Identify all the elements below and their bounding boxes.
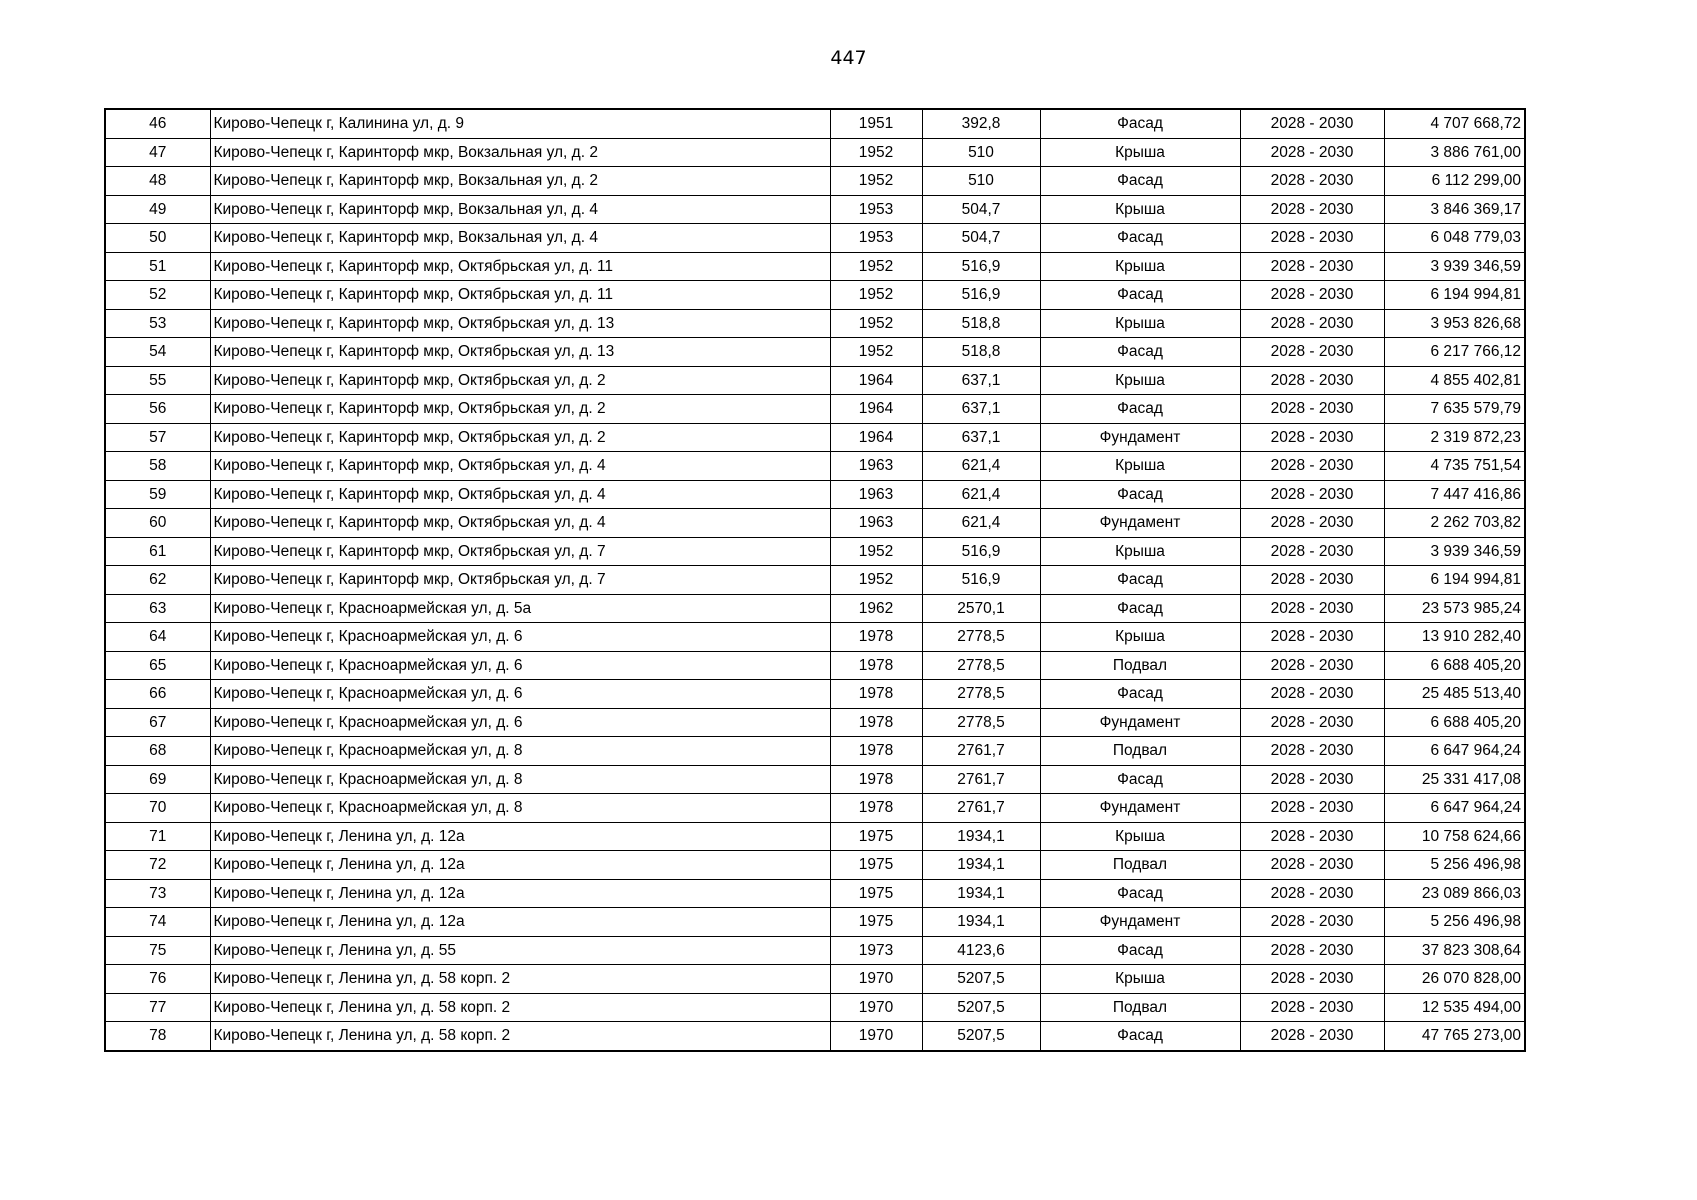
cost-cell: 13 910 282,40 bbox=[1384, 623, 1525, 652]
cost-cell: 5 256 496,98 bbox=[1384, 851, 1525, 880]
build-year-cell: 1963 bbox=[830, 452, 922, 481]
period-cell: 2028 - 2030 bbox=[1240, 338, 1384, 367]
cost-cell: 23 573 985,24 bbox=[1384, 594, 1525, 623]
period-cell: 2028 - 2030 bbox=[1240, 366, 1384, 395]
cost-cell: 6 194 994,81 bbox=[1384, 566, 1525, 595]
table-row bbox=[105, 908, 1525, 937]
build-year-cell: 1952 bbox=[830, 138, 922, 167]
table-row bbox=[105, 822, 1525, 851]
address-cell: Кирово-Чепецк г, Ленина ул, д. 58 корп. 2 bbox=[210, 993, 830, 1022]
row-number-cell: 75 bbox=[105, 936, 210, 965]
period-cell: 2028 - 2030 bbox=[1240, 765, 1384, 794]
address-cell: Кирово-Чепецк г, Каринторф мкр, Октябрьская ул, д. 4 bbox=[210, 509, 830, 538]
cost-cell: 4 707 668,72 bbox=[1384, 109, 1525, 138]
row-number-cell: 65 bbox=[105, 651, 210, 680]
table-row bbox=[105, 167, 1525, 196]
area-cell: 1934,1 bbox=[922, 908, 1040, 937]
address-cell: Кирово-Чепецк г, Ленина ул, д. 12а bbox=[210, 851, 830, 880]
area-cell: 504,7 bbox=[922, 195, 1040, 224]
table-row bbox=[105, 851, 1525, 880]
row-number-cell: 52 bbox=[105, 281, 210, 310]
row-number-cell: 49 bbox=[105, 195, 210, 224]
work-type-cell: Фасад bbox=[1040, 680, 1240, 709]
cost-cell: 23 089 866,03 bbox=[1384, 879, 1525, 908]
build-year-cell: 1978 bbox=[830, 737, 922, 766]
address-cell: Кирово-Чепецк г, Каринторф мкр, Октябрьская ул, д. 2 bbox=[210, 366, 830, 395]
build-year-cell: 1951 bbox=[830, 109, 922, 138]
cost-cell: 6 048 779,03 bbox=[1384, 224, 1525, 253]
build-year-cell: 1962 bbox=[830, 594, 922, 623]
area-cell: 637,1 bbox=[922, 395, 1040, 424]
work-type-cell: Фасад bbox=[1040, 109, 1240, 138]
build-year-cell: 1952 bbox=[830, 309, 922, 338]
table-row bbox=[105, 936, 1525, 965]
area-cell: 2570,1 bbox=[922, 594, 1040, 623]
row-number-cell: 47 bbox=[105, 138, 210, 167]
row-number-cell: 73 bbox=[105, 879, 210, 908]
work-type-cell: Фасад bbox=[1040, 395, 1240, 424]
row-number-cell: 71 bbox=[105, 822, 210, 851]
cost-cell: 3 886 761,00 bbox=[1384, 138, 1525, 167]
work-type-cell: Подвал bbox=[1040, 851, 1240, 880]
work-type-cell: Фундамент bbox=[1040, 908, 1240, 937]
cost-cell: 47 765 273,00 bbox=[1384, 1022, 1525, 1051]
build-year-cell: 1975 bbox=[830, 851, 922, 880]
cost-cell: 37 823 308,64 bbox=[1384, 936, 1525, 965]
cost-cell: 6 688 405,20 bbox=[1384, 651, 1525, 680]
build-year-cell: 1973 bbox=[830, 936, 922, 965]
period-cell: 2028 - 2030 bbox=[1240, 452, 1384, 481]
area-cell: 516,9 bbox=[922, 537, 1040, 566]
table-row bbox=[105, 109, 1525, 138]
period-cell: 2028 - 2030 bbox=[1240, 851, 1384, 880]
address-cell: Кирово-Чепецк г, Ленина ул, д. 58 корп. 2 bbox=[210, 965, 830, 994]
build-year-cell: 1975 bbox=[830, 822, 922, 851]
build-year-cell: 1963 bbox=[830, 509, 922, 538]
table-row bbox=[105, 252, 1525, 281]
address-cell: Кирово-Чепецк г, Каринторф мкр, Октябрьская ул, д. 11 bbox=[210, 281, 830, 310]
work-type-cell: Фасад bbox=[1040, 281, 1240, 310]
build-year-cell: 1978 bbox=[830, 651, 922, 680]
work-type-cell: Фундамент bbox=[1040, 708, 1240, 737]
work-type-cell: Крыша bbox=[1040, 822, 1240, 851]
table-row bbox=[105, 366, 1525, 395]
cost-cell: 7 635 579,79 bbox=[1384, 395, 1525, 424]
area-cell: 637,1 bbox=[922, 423, 1040, 452]
build-year-cell: 1952 bbox=[830, 167, 922, 196]
address-cell: Кирово-Чепецк г, Каринторф мкр, Октябрьская ул, д. 11 bbox=[210, 252, 830, 281]
row-number-cell: 69 bbox=[105, 765, 210, 794]
address-cell: Кирово-Чепецк г, Каринторф мкр, Октябрьская ул, д. 7 bbox=[210, 566, 830, 595]
row-number-cell: 64 bbox=[105, 623, 210, 652]
build-year-cell: 1952 bbox=[830, 252, 922, 281]
area-cell: 2761,7 bbox=[922, 794, 1040, 823]
address-cell: Кирово-Чепецк г, Каринторф мкр, Октябрьская ул, д. 7 bbox=[210, 537, 830, 566]
work-type-cell: Подвал bbox=[1040, 737, 1240, 766]
address-cell: Кирово-Чепецк г, Каринторф мкр, Октябрьская ул, д. 2 bbox=[210, 423, 830, 452]
address-cell: Кирово-Чепецк г, Красноармейская ул, д. 8 bbox=[210, 794, 830, 823]
period-cell: 2028 - 2030 bbox=[1240, 252, 1384, 281]
build-year-cell: 1953 bbox=[830, 224, 922, 253]
work-type-cell: Фасад bbox=[1040, 1022, 1240, 1051]
work-type-cell: Крыша bbox=[1040, 537, 1240, 566]
row-number-cell: 62 bbox=[105, 566, 210, 595]
row-number-cell: 48 bbox=[105, 167, 210, 196]
cost-cell: 6 217 766,12 bbox=[1384, 338, 1525, 367]
work-type-cell: Крыша bbox=[1040, 452, 1240, 481]
period-cell: 2028 - 2030 bbox=[1240, 936, 1384, 965]
area-cell: 2778,5 bbox=[922, 623, 1040, 652]
period-cell: 2028 - 2030 bbox=[1240, 224, 1384, 253]
build-year-cell: 1970 bbox=[830, 993, 922, 1022]
table-row bbox=[105, 509, 1525, 538]
cost-cell: 26 070 828,00 bbox=[1384, 965, 1525, 994]
work-type-cell: Крыша bbox=[1040, 366, 1240, 395]
period-cell: 2028 - 2030 bbox=[1240, 537, 1384, 566]
cost-cell: 5 256 496,98 bbox=[1384, 908, 1525, 937]
period-cell: 2028 - 2030 bbox=[1240, 309, 1384, 338]
period-cell: 2028 - 2030 bbox=[1240, 651, 1384, 680]
address-cell: Кирово-Чепецк г, Каринторф мкр, Октябрьская ул, д. 13 bbox=[210, 309, 830, 338]
row-number-cell: 53 bbox=[105, 309, 210, 338]
row-number-cell: 67 bbox=[105, 708, 210, 737]
table-row bbox=[105, 309, 1525, 338]
row-number-cell: 59 bbox=[105, 480, 210, 509]
row-number-cell: 60 bbox=[105, 509, 210, 538]
period-cell: 2028 - 2030 bbox=[1240, 822, 1384, 851]
table-row bbox=[105, 623, 1525, 652]
area-cell: 621,4 bbox=[922, 452, 1040, 481]
cost-cell: 6 647 964,24 bbox=[1384, 794, 1525, 823]
period-cell: 2028 - 2030 bbox=[1240, 480, 1384, 509]
table-row bbox=[105, 480, 1525, 509]
cost-cell: 3 953 826,68 bbox=[1384, 309, 1525, 338]
build-year-cell: 1978 bbox=[830, 765, 922, 794]
address-cell: Кирово-Чепецк г, Красноармейская ул, д. 8 bbox=[210, 765, 830, 794]
area-cell: 392,8 bbox=[922, 109, 1040, 138]
build-year-cell: 1978 bbox=[830, 623, 922, 652]
address-cell: Кирово-Чепецк г, Каринторф мкр, Вокзальная ул, д. 4 bbox=[210, 224, 830, 253]
table-row bbox=[105, 993, 1525, 1022]
period-cell: 2028 - 2030 bbox=[1240, 993, 1384, 1022]
area-cell: 2778,5 bbox=[922, 651, 1040, 680]
row-number-cell: 72 bbox=[105, 851, 210, 880]
work-type-cell: Фасад bbox=[1040, 224, 1240, 253]
cost-cell: 6 647 964,24 bbox=[1384, 737, 1525, 766]
build-year-cell: 1978 bbox=[830, 708, 922, 737]
area-cell: 621,4 bbox=[922, 480, 1040, 509]
work-type-cell: Фасад bbox=[1040, 338, 1240, 367]
work-type-cell: Фасад bbox=[1040, 594, 1240, 623]
build-year-cell: 1964 bbox=[830, 395, 922, 424]
cost-cell: 2 319 872,23 bbox=[1384, 423, 1525, 452]
area-cell: 1934,1 bbox=[922, 822, 1040, 851]
area-cell: 518,8 bbox=[922, 338, 1040, 367]
build-year-cell: 1952 bbox=[830, 338, 922, 367]
period-cell: 2028 - 2030 bbox=[1240, 395, 1384, 424]
build-year-cell: 1970 bbox=[830, 965, 922, 994]
table-row bbox=[105, 224, 1525, 253]
table-body bbox=[105, 109, 1525, 1051]
period-cell: 2028 - 2030 bbox=[1240, 879, 1384, 908]
area-cell: 2778,5 bbox=[922, 680, 1040, 709]
build-year-cell: 1964 bbox=[830, 423, 922, 452]
area-cell: 621,4 bbox=[922, 509, 1040, 538]
address-cell: Кирово-Чепецк г, Каринторф мкр, Вокзальная ул, д. 2 bbox=[210, 138, 830, 167]
table-row bbox=[105, 965, 1525, 994]
period-cell: 2028 - 2030 bbox=[1240, 509, 1384, 538]
cost-cell: 4 735 751,54 bbox=[1384, 452, 1525, 481]
address-cell: Кирово-Чепецк г, Каринторф мкр, Октябрьская ул, д. 13 bbox=[210, 338, 830, 367]
cost-cell: 3 939 346,59 bbox=[1384, 252, 1525, 281]
area-cell: 637,1 bbox=[922, 366, 1040, 395]
cost-cell: 6 688 405,20 bbox=[1384, 708, 1525, 737]
cost-cell: 6 112 299,00 bbox=[1384, 167, 1525, 196]
table-row bbox=[105, 452, 1525, 481]
area-cell: 5207,5 bbox=[922, 993, 1040, 1022]
work-type-cell: Фасад bbox=[1040, 480, 1240, 509]
row-number-cell: 57 bbox=[105, 423, 210, 452]
address-cell: Кирово-Чепецк г, Ленина ул, д. 58 корп. 2 bbox=[210, 1022, 830, 1051]
table-row bbox=[105, 281, 1525, 310]
address-cell: Кирово-Чепецк г, Красноармейская ул, д. 8 bbox=[210, 737, 830, 766]
period-cell: 2028 - 2030 bbox=[1240, 109, 1384, 138]
address-cell: Кирово-Чепецк г, Ленина ул, д. 12а bbox=[210, 822, 830, 851]
cost-cell: 2 262 703,82 bbox=[1384, 509, 1525, 538]
build-year-cell: 1952 bbox=[830, 281, 922, 310]
row-number-cell: 77 bbox=[105, 993, 210, 1022]
address-cell: Кирово-Чепецк г, Каринторф мкр, Октябрьская ул, д. 4 bbox=[210, 480, 830, 509]
work-type-cell: Крыша bbox=[1040, 623, 1240, 652]
build-year-cell: 1970 bbox=[830, 1022, 922, 1051]
address-cell: Кирово-Чепецк г, Красноармейская ул, д. 6 bbox=[210, 708, 830, 737]
work-type-cell: Фасад bbox=[1040, 566, 1240, 595]
work-type-cell: Фундамент bbox=[1040, 794, 1240, 823]
table-row bbox=[105, 566, 1525, 595]
area-cell: 4123,6 bbox=[922, 936, 1040, 965]
address-cell: Кирово-Чепецк г, Каринторф мкр, Вокзальная ул, д. 4 bbox=[210, 195, 830, 224]
period-cell: 2028 - 2030 bbox=[1240, 623, 1384, 652]
area-cell: 5207,5 bbox=[922, 965, 1040, 994]
repair-schedule-table bbox=[104, 108, 1526, 1052]
build-year-cell: 1978 bbox=[830, 680, 922, 709]
row-number-cell: 58 bbox=[105, 452, 210, 481]
period-cell: 2028 - 2030 bbox=[1240, 908, 1384, 937]
period-cell: 2028 - 2030 bbox=[1240, 794, 1384, 823]
work-type-cell: Фундамент bbox=[1040, 423, 1240, 452]
work-type-cell: Крыша bbox=[1040, 309, 1240, 338]
address-cell: Кирово-Чепецк г, Калинина ул, д. 9 bbox=[210, 109, 830, 138]
page-number: 447 bbox=[830, 47, 867, 69]
table-row bbox=[105, 794, 1525, 823]
work-type-cell: Подвал bbox=[1040, 651, 1240, 680]
table-row bbox=[105, 594, 1525, 623]
cost-cell: 6 194 994,81 bbox=[1384, 281, 1525, 310]
period-cell: 2028 - 2030 bbox=[1240, 281, 1384, 310]
area-cell: 504,7 bbox=[922, 224, 1040, 253]
table-row bbox=[105, 879, 1525, 908]
table-row bbox=[105, 423, 1525, 452]
table-row bbox=[105, 708, 1525, 737]
table-row bbox=[105, 195, 1525, 224]
table-row bbox=[105, 338, 1525, 367]
row-number-cell: 74 bbox=[105, 908, 210, 937]
table-row bbox=[105, 737, 1525, 766]
address-cell: Кирово-Чепецк г, Каринторф мкр, Октябрьская ул, д. 2 bbox=[210, 395, 830, 424]
row-number-cell: 61 bbox=[105, 537, 210, 566]
address-cell: Кирово-Чепецк г, Красноармейская ул, д. 6 bbox=[210, 651, 830, 680]
build-year-cell: 1964 bbox=[830, 366, 922, 395]
work-type-cell: Крыша bbox=[1040, 195, 1240, 224]
area-cell: 510 bbox=[922, 138, 1040, 167]
address-cell: Кирово-Чепецк г, Ленина ул, д. 12а bbox=[210, 908, 830, 937]
row-number-cell: 55 bbox=[105, 366, 210, 395]
cost-cell: 12 535 494,00 bbox=[1384, 993, 1525, 1022]
row-number-cell: 56 bbox=[105, 395, 210, 424]
area-cell: 1934,1 bbox=[922, 879, 1040, 908]
row-number-cell: 68 bbox=[105, 737, 210, 766]
table-row bbox=[105, 680, 1525, 709]
work-type-cell: Фасад bbox=[1040, 167, 1240, 196]
build-year-cell: 1963 bbox=[830, 480, 922, 509]
row-number-cell: 66 bbox=[105, 680, 210, 709]
area-cell: 2761,7 bbox=[922, 737, 1040, 766]
table-row bbox=[105, 651, 1525, 680]
period-cell: 2028 - 2030 bbox=[1240, 594, 1384, 623]
area-cell: 516,9 bbox=[922, 566, 1040, 595]
cost-cell: 7 447 416,86 bbox=[1384, 480, 1525, 509]
row-number-cell: 78 bbox=[105, 1022, 210, 1051]
period-cell: 2028 - 2030 bbox=[1240, 965, 1384, 994]
address-cell: Кирово-Чепецк г, Красноармейская ул, д. 6 bbox=[210, 623, 830, 652]
address-cell: Кирово-Чепецк г, Каринторф мкр, Октябрьская ул, д. 4 bbox=[210, 452, 830, 481]
period-cell: 2028 - 2030 bbox=[1240, 1022, 1384, 1051]
address-cell: Кирово-Чепецк г, Ленина ул, д. 12а bbox=[210, 879, 830, 908]
row-number-cell: 46 bbox=[105, 109, 210, 138]
build-year-cell: 1953 bbox=[830, 195, 922, 224]
work-type-cell: Фундамент bbox=[1040, 509, 1240, 538]
address-cell: Кирово-Чепецк г, Ленина ул, д. 55 bbox=[210, 936, 830, 965]
cost-cell: 25 331 417,08 bbox=[1384, 765, 1525, 794]
table-row bbox=[105, 537, 1525, 566]
work-type-cell: Подвал bbox=[1040, 993, 1240, 1022]
period-cell: 2028 - 2030 bbox=[1240, 167, 1384, 196]
table-row bbox=[105, 1022, 1525, 1051]
area-cell: 2761,7 bbox=[922, 765, 1040, 794]
row-number-cell: 50 bbox=[105, 224, 210, 253]
area-cell: 2778,5 bbox=[922, 708, 1040, 737]
build-year-cell: 1975 bbox=[830, 879, 922, 908]
table-row bbox=[105, 395, 1525, 424]
cost-cell: 3 846 369,17 bbox=[1384, 195, 1525, 224]
build-year-cell: 1952 bbox=[830, 537, 922, 566]
area-cell: 518,8 bbox=[922, 309, 1040, 338]
work-type-cell: Фасад bbox=[1040, 879, 1240, 908]
work-type-cell: Крыша bbox=[1040, 965, 1240, 994]
area-cell: 516,9 bbox=[922, 281, 1040, 310]
cost-cell: 25 485 513,40 bbox=[1384, 680, 1525, 709]
row-number-cell: 51 bbox=[105, 252, 210, 281]
period-cell: 2028 - 2030 bbox=[1240, 680, 1384, 709]
work-type-cell: Фасад bbox=[1040, 765, 1240, 794]
period-cell: 2028 - 2030 bbox=[1240, 423, 1384, 452]
cost-cell: 4 855 402,81 bbox=[1384, 366, 1525, 395]
row-number-cell: 54 bbox=[105, 338, 210, 367]
area-cell: 516,9 bbox=[922, 252, 1040, 281]
row-number-cell: 70 bbox=[105, 794, 210, 823]
period-cell: 2028 - 2030 bbox=[1240, 195, 1384, 224]
address-cell: Кирово-Чепецк г, Красноармейская ул, д. 5а bbox=[210, 594, 830, 623]
build-year-cell: 1952 bbox=[830, 566, 922, 595]
cost-cell: 10 758 624,66 bbox=[1384, 822, 1525, 851]
area-cell: 5207,5 bbox=[922, 1022, 1040, 1051]
work-type-cell: Фасад bbox=[1040, 936, 1240, 965]
cost-cell: 3 939 346,59 bbox=[1384, 537, 1525, 566]
row-number-cell: 63 bbox=[105, 594, 210, 623]
build-year-cell: 1978 bbox=[830, 794, 922, 823]
work-type-cell: Крыша bbox=[1040, 252, 1240, 281]
period-cell: 2028 - 2030 bbox=[1240, 737, 1384, 766]
address-cell: Кирово-Чепецк г, Каринторф мкр, Вокзальная ул, д. 2 bbox=[210, 167, 830, 196]
table-row bbox=[105, 138, 1525, 167]
period-cell: 2028 - 2030 bbox=[1240, 708, 1384, 737]
address-cell: Кирово-Чепецк г, Красноармейская ул, д. 6 bbox=[210, 680, 830, 709]
area-cell: 510 bbox=[922, 167, 1040, 196]
period-cell: 2028 - 2030 bbox=[1240, 566, 1384, 595]
table-row bbox=[105, 765, 1525, 794]
build-year-cell: 1975 bbox=[830, 908, 922, 937]
period-cell: 2028 - 2030 bbox=[1240, 138, 1384, 167]
work-type-cell: Крыша bbox=[1040, 138, 1240, 167]
area-cell: 1934,1 bbox=[922, 851, 1040, 880]
row-number-cell: 76 bbox=[105, 965, 210, 994]
